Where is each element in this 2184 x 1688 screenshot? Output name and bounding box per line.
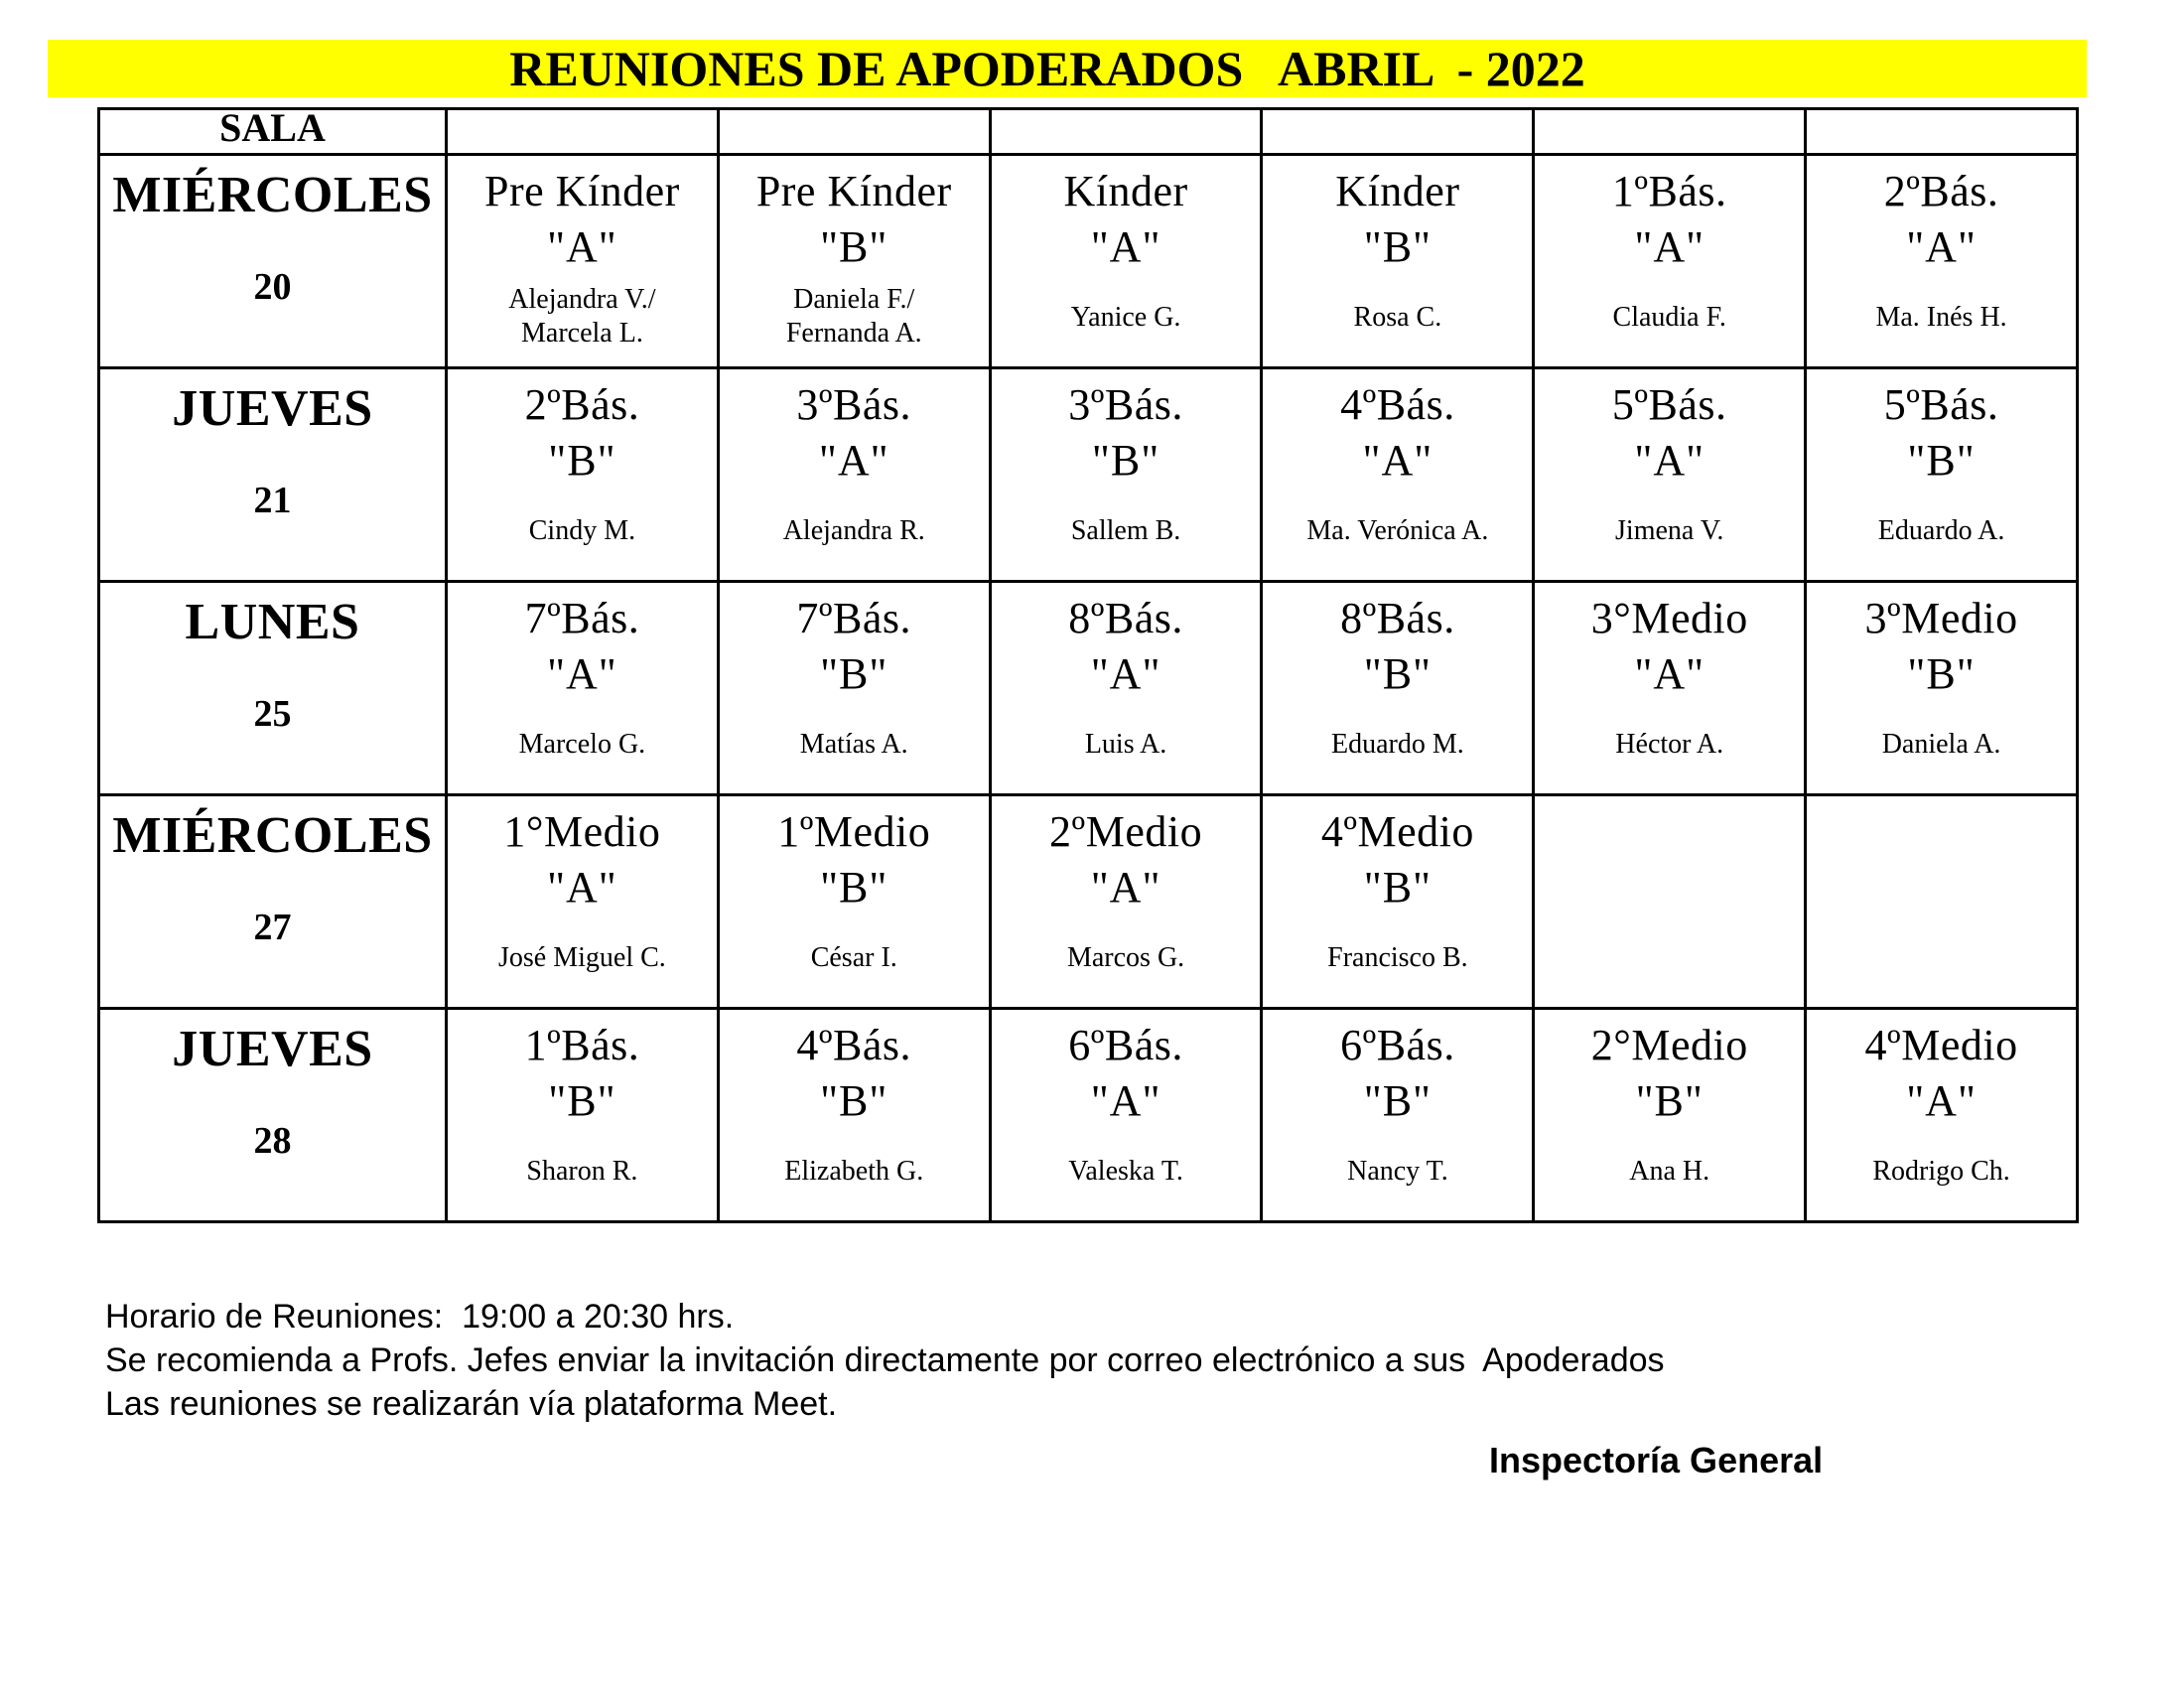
course-name: 4ºMedio: [1320, 807, 1474, 856]
course-name: Pre Kínder: [755, 167, 952, 215]
course-name: 2ºMedio: [1049, 807, 1203, 856]
course-name: 3ºMedio: [1864, 594, 2018, 642]
class-cell: [718, 795, 990, 1009]
sala-header: SALA: [99, 109, 447, 155]
course-section: "B": [1363, 649, 1433, 698]
course-name: 7ºBás.: [796, 594, 912, 642]
header-cell-2: [718, 109, 990, 155]
class-cell: [1262, 155, 1534, 368]
teacher-name: Héctor A.: [1615, 729, 1724, 760]
teacher-name: Nancy T.: [1347, 1156, 1448, 1187]
schedule-row: [99, 582, 2078, 795]
class-cell: [447, 1009, 719, 1222]
day-cell: [99, 1009, 447, 1222]
course-section: "A": [547, 649, 617, 698]
teacher-name: Ma. Inés H.: [1875, 302, 2007, 333]
teacher-name: Eduardo A.: [1877, 515, 2005, 546]
course-name: Pre Kínder: [483, 167, 680, 215]
teacher-name: José Miguel C.: [498, 942, 666, 973]
course-name: 7ºBás.: [524, 594, 640, 642]
course-name: 8ºBás.: [1068, 594, 1183, 642]
teacher-name: Luis A.: [1084, 729, 1167, 760]
header-cell-4: [1262, 109, 1534, 155]
schedule-row: [99, 795, 2078, 1009]
class-cell: [718, 582, 990, 795]
teacher-name: Ana H.: [1629, 1156, 1710, 1187]
course-section: "A": [1906, 222, 1977, 271]
course-name: 5ºBás.: [1611, 380, 1727, 429]
course-section: "B": [820, 222, 888, 271]
course-name: Kínder: [1335, 167, 1460, 215]
teacher-name: Alejandra V./ Marcela L.: [508, 284, 656, 349]
teacher-name: Alejandra R.: [782, 515, 925, 546]
class-cell: [1534, 368, 1806, 582]
class-cell: [990, 795, 1262, 1009]
teacher-name: Claudia F.: [1612, 302, 1726, 333]
class-cell: [1262, 1009, 1534, 1222]
course-section: "A": [1090, 863, 1161, 912]
course-name: 2ºBás.: [1883, 167, 1999, 215]
schedule-row: [99, 1009, 2078, 1222]
course-name: 1°Medio: [503, 807, 661, 856]
teacher-name: César I.: [810, 942, 897, 973]
class-cell: [1534, 1009, 1806, 1222]
day-date: 27: [253, 907, 292, 948]
course-name: 6ºBás.: [1068, 1021, 1183, 1069]
day-cell: [99, 368, 447, 582]
course-section: "B": [820, 863, 888, 912]
teacher-name: Daniela A.: [1881, 729, 2001, 760]
course-name: 1ºMedio: [777, 807, 931, 856]
teacher-name: Rodrigo Ch.: [1872, 1156, 2010, 1187]
course-section: "B": [1091, 436, 1160, 485]
class-cell: [1262, 368, 1534, 582]
course-name: 4ºBás.: [796, 1021, 912, 1069]
course-name: Kínder: [1063, 167, 1188, 215]
class-cell: [1534, 155, 1806, 368]
course-section: "A": [1090, 1076, 1161, 1125]
class-cell: [447, 582, 719, 795]
teacher-name: Marcelo G.: [518, 729, 646, 760]
header-cell-1: [447, 109, 719, 155]
teacher-name: Valeska T.: [1068, 1156, 1183, 1187]
course-name: 4ºMedio: [1864, 1021, 2018, 1069]
class-cell: [447, 795, 719, 1009]
course-section: "B": [1907, 436, 1976, 485]
course-section: "A": [1362, 436, 1433, 485]
header-cell-6: [1806, 109, 2078, 155]
day-cell: [99, 582, 447, 795]
course-name: 6ºBás.: [1340, 1021, 1455, 1069]
course-section: "A": [1634, 436, 1706, 485]
class-cell: [718, 1009, 990, 1222]
course-section: "B": [1363, 222, 1433, 271]
course-name: 8ºBás.: [1340, 594, 1455, 642]
course-name: 3°Medio: [1590, 594, 1748, 642]
class-cell: [718, 368, 990, 582]
course-name: 3ºBás.: [1068, 380, 1183, 429]
teacher-name: Yanice G.: [1070, 302, 1181, 333]
day-cell: [99, 155, 447, 368]
meeting-schedule-table: [97, 107, 2079, 1223]
teacher-name: Matías A.: [799, 729, 908, 760]
course-section: "B": [548, 436, 616, 485]
course-section: "A": [1090, 649, 1161, 698]
class-cell: [990, 1009, 1262, 1222]
day-name: JUEVES: [172, 380, 373, 437]
day-date: 21: [253, 480, 292, 521]
class-cell: [1262, 795, 1534, 1009]
teacher-name: Rosa C.: [1353, 302, 1442, 333]
header-cell-5: [1534, 109, 1806, 155]
day-name: MIÉRCOLES: [112, 807, 433, 864]
course-section: "A": [1090, 222, 1161, 271]
signature: Inspectoría General: [1489, 1440, 1824, 1480]
class-cell: [990, 368, 1262, 582]
course-section: "B": [1635, 1076, 1704, 1125]
course-section: "B": [548, 1076, 616, 1125]
class-cell: [1806, 795, 2078, 1009]
day-name: MIÉRCOLES: [112, 167, 433, 223]
course-section: "A": [1634, 649, 1706, 698]
header-cell-3: [990, 109, 1262, 155]
course-name: 2°Medio: [1590, 1021, 1748, 1069]
course-section: "A": [1634, 222, 1706, 271]
note-invitation: Se recomienda a Profs. Jefes enviar la invitación directamente por correo electrónico a sus Apoderados: [105, 1341, 1665, 1379]
schedule-row: [99, 155, 2078, 368]
header-row: [99, 109, 2078, 155]
teacher-name: Cindy M.: [528, 515, 636, 546]
class-cell: [718, 155, 990, 368]
day-name: JUEVES: [172, 1021, 373, 1077]
course-section: "A": [818, 436, 889, 485]
class-cell: [1806, 1009, 2078, 1222]
page-title-banner: [48, 40, 2087, 97]
teacher-name: Jimena V.: [1615, 515, 1724, 546]
course-section: "A": [547, 863, 617, 912]
class-cell: [990, 155, 1262, 368]
class-cell: [447, 368, 719, 582]
class-cell: [1262, 582, 1534, 795]
class-cell: [1534, 582, 1806, 795]
teacher-name: Daniela F./ Fernanda A.: [785, 284, 922, 349]
teacher-name: Eduardo M.: [1331, 729, 1464, 760]
teacher-name: Elizabeth G.: [784, 1156, 924, 1187]
course-name: 3ºBás.: [796, 380, 912, 429]
course-name: 2ºBás.: [524, 380, 640, 429]
day-cell: [99, 795, 447, 1009]
course-section: "B": [820, 649, 888, 698]
teacher-name: Sallem B.: [1070, 515, 1181, 546]
day-name: LUNES: [185, 594, 360, 650]
class-cell: [447, 155, 719, 368]
course-section: "A": [1906, 1076, 1977, 1125]
teacher-name: Sharon R.: [526, 1156, 638, 1187]
teacher-name: Ma. Verónica A.: [1306, 515, 1489, 546]
course-name: 5ºBás.: [1883, 380, 1999, 429]
class-cell: [1534, 795, 1806, 1009]
course-name: 1ºBás.: [1611, 167, 1727, 215]
note-platform: Las reuniones se realizarán vía plataforma Meet.: [105, 1385, 838, 1423]
day-date: 28: [253, 1120, 292, 1162]
notes-block: [105, 1295, 1665, 1426]
day-date: 20: [253, 266, 292, 308]
course-name: 4ºBás.: [1340, 380, 1455, 429]
class-cell: [1806, 368, 2078, 582]
page-title: REUNIONES DE APODERADOS ABRIL - 2022: [509, 41, 1585, 96]
class-cell: [1806, 582, 2078, 795]
day-date: 25: [253, 693, 292, 735]
class-cell: [990, 582, 1262, 795]
course-section: "B": [1363, 863, 1433, 912]
note-schedule-time: Horario de Reuniones: 19:00 a 20:30 hrs.: [105, 1298, 735, 1336]
course-section: "B": [1907, 649, 1976, 698]
course-section: "A": [547, 222, 617, 271]
teacher-name: Marcos G.: [1066, 942, 1185, 973]
course-section: "B": [820, 1076, 888, 1125]
schedule-row: [99, 368, 2078, 582]
course-section: "B": [1363, 1076, 1433, 1125]
course-name: 1ºBás.: [524, 1021, 640, 1069]
teacher-name: Francisco B.: [1327, 942, 1468, 973]
class-cell: [1806, 155, 2078, 368]
